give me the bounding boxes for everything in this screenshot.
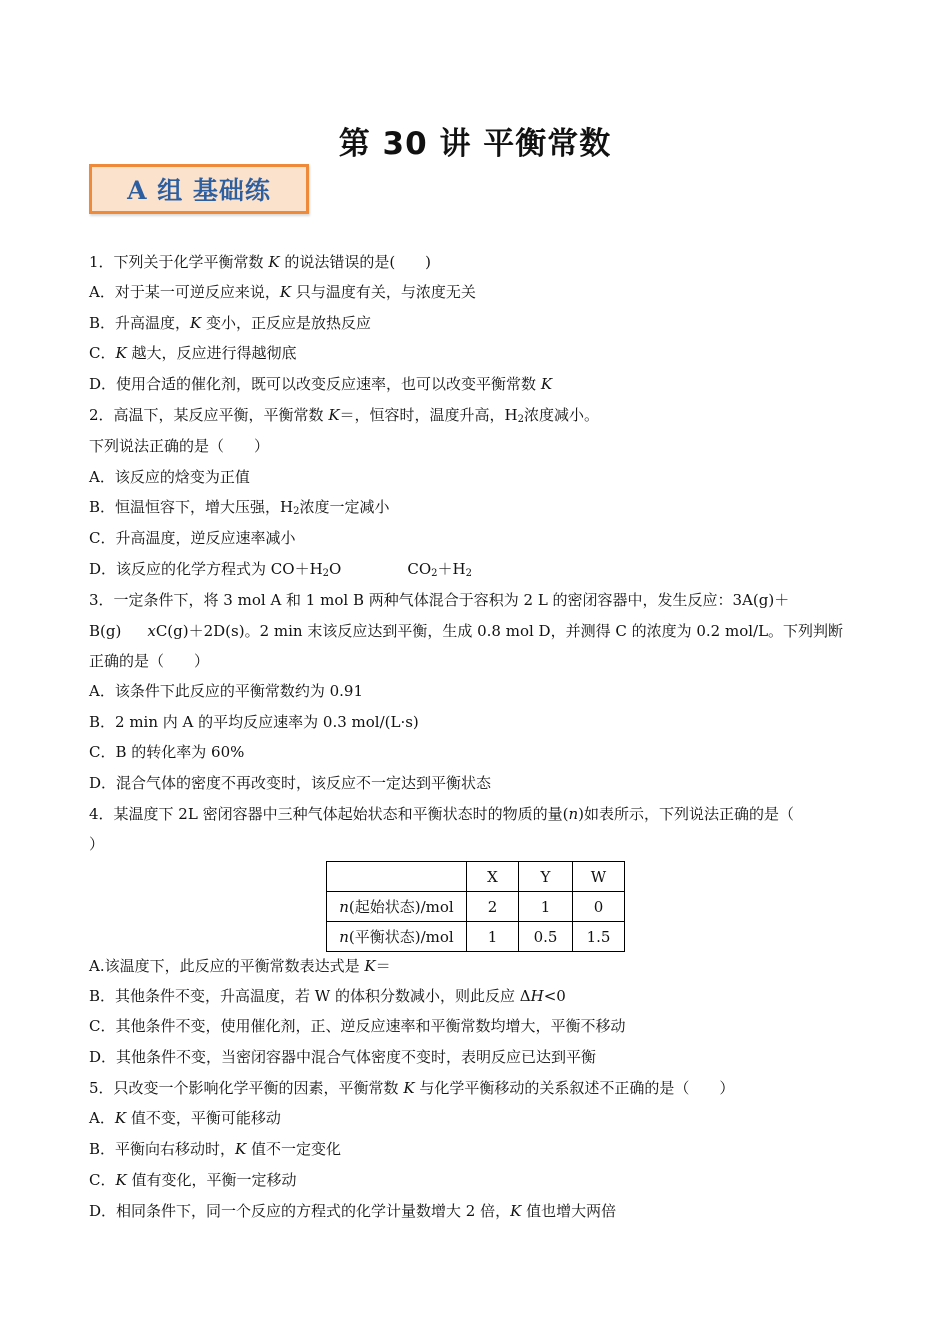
question-3-stem-2: B(g) xC(g)＋2D(s)。2 min 末该反应达到平衡，生成 0.8 mol D，并测得 C 的浓度为 0.2 mol/L。下列判断 (89, 622, 844, 640)
question-3-option-b: B．2 min 内 A 的平均反应速率为 0.3 mol/(L·s) (89, 713, 419, 731)
question-4-option-c: C．其他条件不变，使用催化剂，正、逆反应速率和平衡常数均增大，平衡不移动 (89, 1017, 626, 1035)
table-cell: 1 (519, 892, 573, 922)
question-2-stem: 2．高温下，某反应平衡，平衡常数 K＝，恒容时，温度升高，$H_2$浓度减小。 (89, 406, 600, 425)
question-5-option-c: C．K 值有变化，平衡一定移动 (89, 1171, 297, 1189)
question-5-option-b: B．平衡向右移动时，K 值不一定变化 (89, 1140, 342, 1158)
question-3-option-d: D．混合气体的密度不再改变时，该反应不一定达到平衡状态 (89, 774, 492, 792)
moles-table (326, 861, 625, 952)
question-1-stem: 1．下列关于化学平衡常数 K 的说法错误的是( ) (89, 253, 432, 271)
table-row-label: n(起始状态)/mol (327, 892, 467, 922)
table-row (327, 892, 625, 922)
question-2-option-a: A．该反应的焓变为正值 (89, 468, 250, 486)
question-2-option-c: C．升高温度，逆反应速率减小 (89, 529, 296, 547)
table-header-cell (327, 862, 467, 892)
question-1-option-c: C．K 越大，反应进行得越彻底 (89, 344, 297, 362)
question-4-stem-1: 4．某温度下 2L 密闭容器中三种气体起始状态和平衡状态时的物质的量(n)如表所示，下列说法正确的是（ (89, 805, 794, 823)
question-5-option-d: D．相同条件下，同一个反应的方程式的化学计量数增大 2 倍，K 值也增大两倍 (89, 1202, 617, 1220)
question-5-option-a: A．K 值不变，平衡可能移动 (89, 1109, 281, 1127)
question-4-option-b: B．其他条件不变，升高温度，若 W 的体积分数减小，则此反应 ΔH<0 (89, 987, 566, 1005)
page-title: 第 30 讲 平衡常数 (338, 126, 612, 162)
table-cell: 1 (467, 922, 519, 952)
question-4-stem-2: ） (89, 835, 105, 853)
question-2-option-d: D．该反应的化学方程式为 $CO+H_2O$ $CO_2+H_2$ (89, 560, 472, 579)
question-1-option-a: A．对于某一可逆反应来说，K 只与温度有关，与浓度无关 (89, 283, 476, 301)
table-cell: 0 (573, 892, 625, 922)
question-3-stem-1: 3．一定条件下，将 3 mol A 和 1 mol B 两种气体混合于容积为 2 L 的密闭容器中，发生反应：3A(g)＋ (89, 591, 790, 609)
question-3-option-a: A．该条件下此反应的平衡常数约为 0.91 (89, 682, 364, 700)
table-cell: 2 (467, 892, 519, 922)
question-4-option-a: A.该温度下，此反应的平衡常数表达式是 K＝ (89, 957, 391, 975)
question-5-stem: 5．只改变一个影响化学平衡的因素，平衡常数 K 与化学平衡移动的关系叙述不正确的是（ ） (89, 1079, 735, 1097)
question-2-stem-2: 下列说法正确的是（ ） (89, 437, 270, 455)
table-header-cell: Y (519, 862, 573, 892)
question-2-option-b: B．恒温恒容下，增大压强，$H_2$浓度一定减小 (89, 498, 390, 517)
table-cell: 1.5 (573, 922, 625, 952)
question-1-option-d: D．使用合适的催化剂，既可以改变反应速率，也可以改变平衡常数 K (89, 375, 553, 393)
question-4-option-d: D．其他条件不变，当密闭容器中混合气体密度不变时，表明反应已达到平衡 (89, 1048, 597, 1066)
section-badge-label: A 组 基础练 (127, 176, 271, 205)
question-3-option-c: C．B 的转化率为 60% (89, 743, 245, 761)
table-header-cell: W (573, 862, 625, 892)
question-1-option-b: B．升高温度，K 变小，正反应是放热反应 (89, 314, 372, 332)
table-row (327, 922, 625, 952)
table-header-row (327, 862, 625, 892)
section-badge (89, 164, 309, 214)
question-3-stem-3: 正确的是（ ） (89, 652, 210, 670)
table-cell: 0.5 (519, 922, 573, 952)
table-row-label: n(平衡状态)/mol (327, 922, 467, 952)
table-header-cell: X (467, 862, 519, 892)
